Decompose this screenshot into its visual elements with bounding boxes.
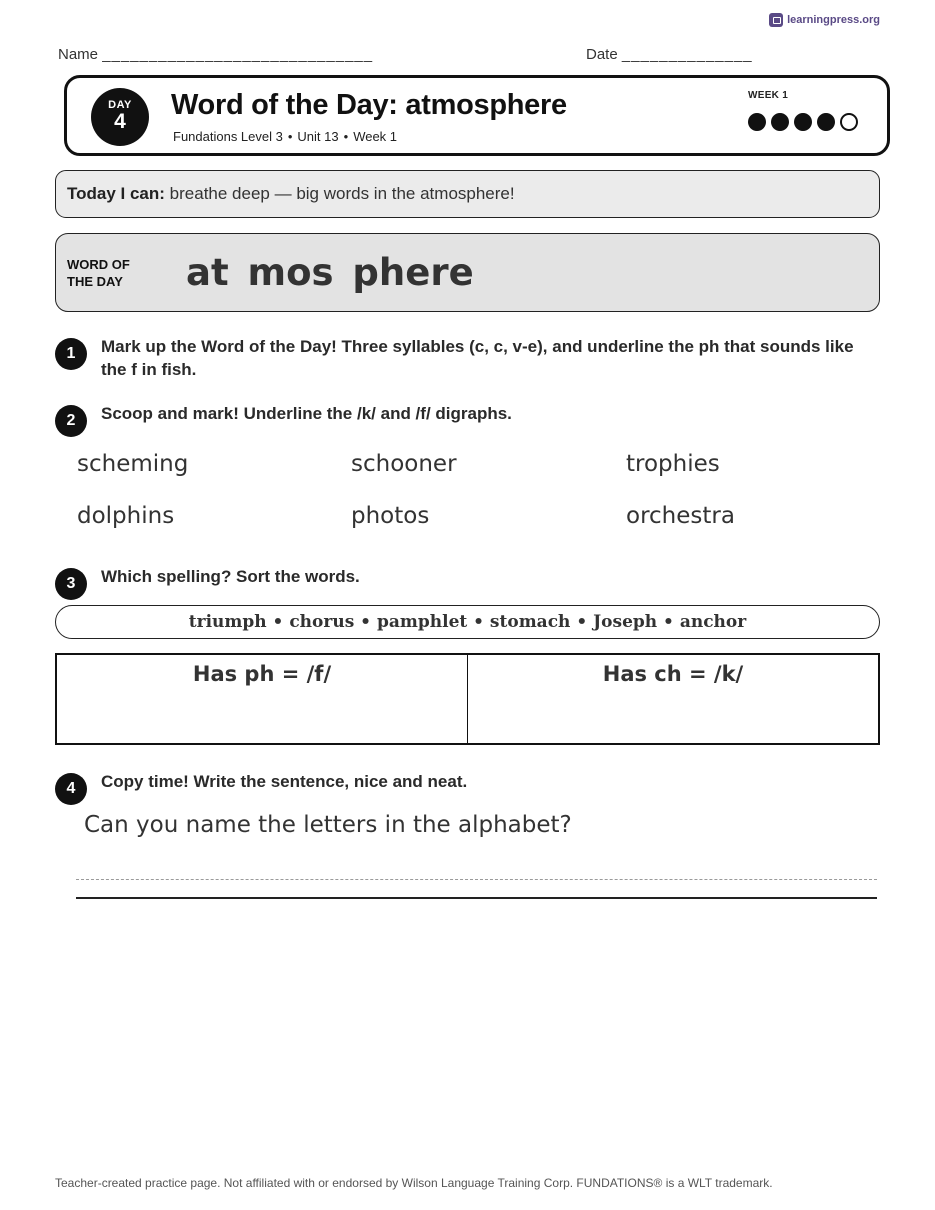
subtitle-separator: •	[287, 129, 293, 144]
sort-column-ch: Has ch = /k/	[467, 655, 878, 743]
worksheet-header	[64, 75, 890, 156]
scoop-word: photos	[351, 503, 430, 529]
scoop-word: scheming	[77, 451, 189, 477]
day-label: DAY	[108, 99, 132, 111]
scoop-word: orchestra	[626, 503, 735, 529]
question-number-3: 3	[55, 568, 87, 600]
word-of-day-label-line2: THE DAY	[67, 274, 123, 289]
week-text: Week 1	[353, 129, 398, 144]
brand-logo	[769, 13, 880, 27]
word-of-day-label-line1: WORD OF	[67, 257, 130, 272]
name-label: Name	[58, 46, 99, 63]
word-of-the-day-box	[55, 233, 880, 312]
progress-dot-empty	[840, 113, 858, 131]
date-line: ______________	[621, 46, 753, 63]
today-label: Today I can:	[67, 184, 165, 203]
level-text: Fundations Level 3	[173, 129, 283, 144]
day-number: 4	[114, 110, 126, 133]
week-label: WEEK 1	[748, 90, 789, 101]
sort-column-ph: Has ph = /f/	[192, 662, 332, 686]
scoop-word: schooner	[351, 451, 457, 477]
book-icon	[769, 13, 783, 27]
handwriting-baseline	[76, 897, 877, 899]
word-bank: triumph • chorus • pamphlet • stomach • Joseph • anchor	[55, 605, 880, 639]
date-field	[586, 46, 753, 63]
scoop-word: dolphins	[77, 503, 175, 529]
today-text: breathe deep — big words in the atmosphere!	[169, 184, 515, 203]
name-field	[58, 46, 373, 63]
question-3-text: Which spelling? Sort the words.	[101, 567, 360, 586]
page-subtitle	[173, 129, 397, 144]
question-2-text: Scoop and mark! Underline the /k/ and /f/ digraphs.	[101, 404, 512, 423]
question-1-text: Mark up the Word of the Day! Three syllables (c, c, v-e), and underline the ph that sounds like the f in fish.	[101, 337, 854, 379]
date-label: Date	[586, 46, 618, 63]
word-of-day-syllables: at mos phere	[186, 251, 474, 294]
question-number-1: 1	[55, 338, 87, 370]
brand-name: learningpress.org	[787, 14, 880, 26]
progress-dot-filled	[817, 113, 835, 131]
day-badge	[91, 88, 149, 146]
week-progress	[748, 113, 858, 131]
word-of-day-label	[67, 256, 130, 290]
question-4-text: Copy time! Write the sentence, nice and neat.	[101, 772, 468, 791]
question-number-4: 4	[55, 773, 87, 805]
footer-disclaimer: Teacher-created practice page. Not affiliated with or endorsed by Wilson Language Training Corp. FUNDATIONS® is a WLT trademark.	[55, 1176, 773, 1190]
progress-dot-filled	[748, 113, 766, 131]
question-number-2: 2	[55, 405, 87, 437]
handwriting-midline	[76, 879, 877, 880]
page-title: Word of the Day: atmosphere	[171, 89, 567, 121]
progress-dot-filled	[794, 113, 812, 131]
sort-table	[55, 653, 880, 745]
subtitle-separator: •	[343, 129, 349, 144]
progress-dot-filled	[771, 113, 789, 131]
scoop-word: trophies	[626, 451, 720, 477]
name-line: _____________________________	[102, 46, 374, 63]
copy-sentence: Can you name the letters in the alphabet?	[84, 812, 572, 838]
unit-text: Unit 13	[297, 129, 339, 144]
today-i-can-box	[55, 170, 880, 218]
